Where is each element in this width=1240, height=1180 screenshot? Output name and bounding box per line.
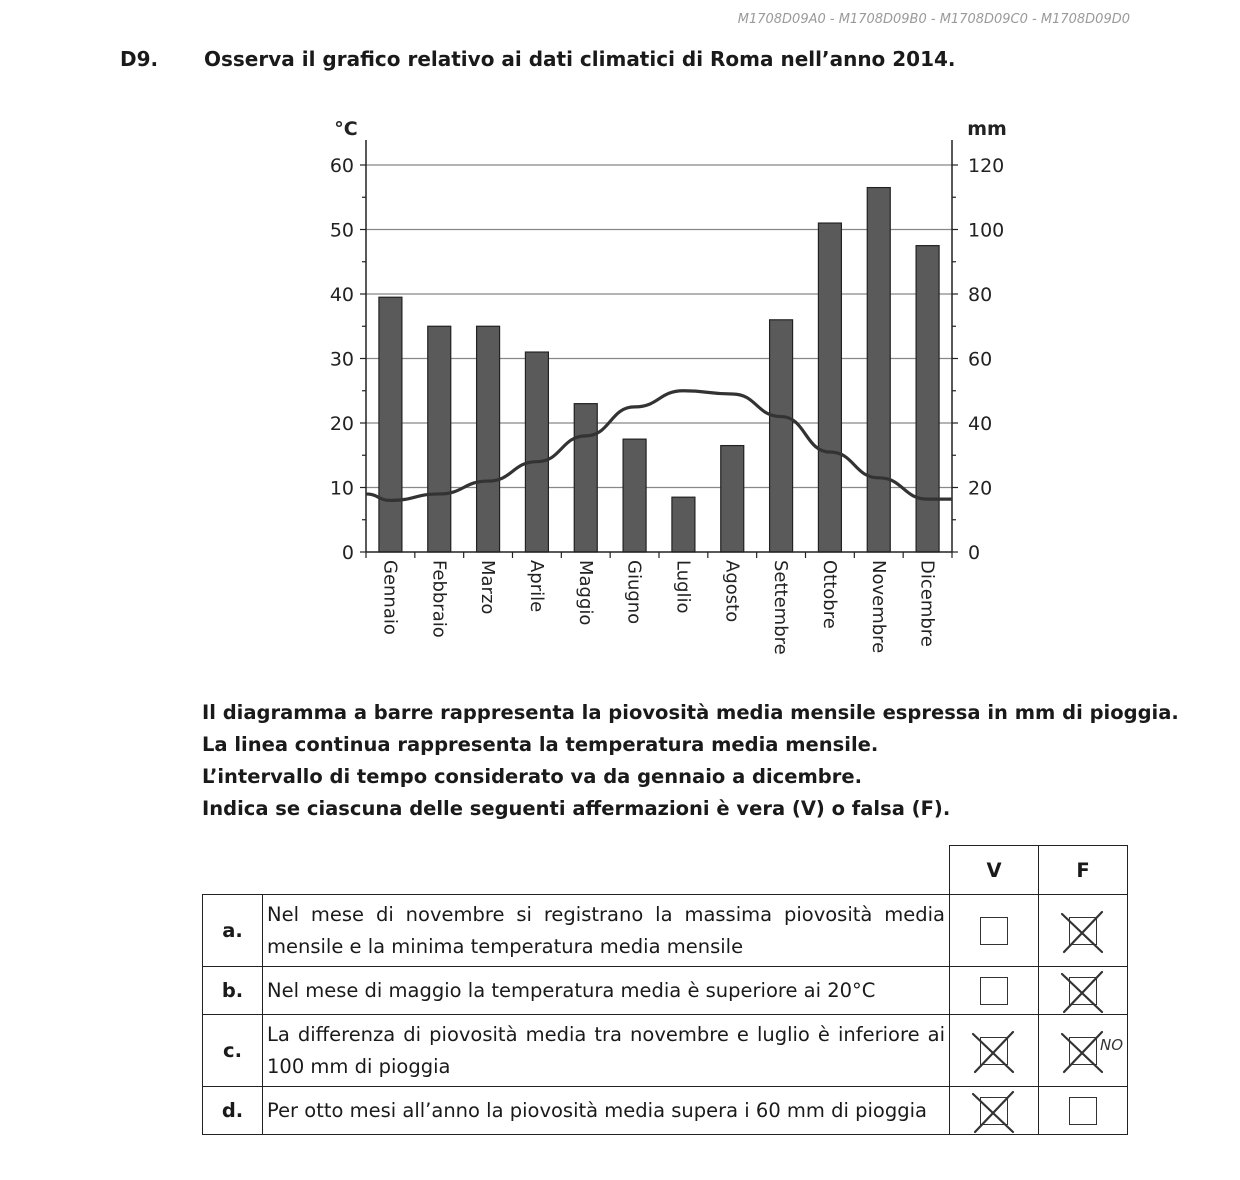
left-axis-unit: °C — [334, 118, 358, 140]
v-cell — [950, 967, 1039, 1015]
right-tick-label: 60 — [968, 348, 993, 371]
rain-bar — [721, 446, 744, 552]
handwritten-x-mark — [967, 1026, 1023, 1078]
rain-bar — [379, 297, 402, 552]
description — [202, 697, 1179, 825]
right-tick-label: 20 — [968, 477, 993, 500]
description-line: La linea continua rappresenta la temperatura media mensile. — [202, 733, 879, 756]
f-checkbox[interactable] — [1069, 977, 1097, 1005]
left-tick-label: 10 — [329, 477, 354, 500]
f-checkbox[interactable] — [1069, 1097, 1097, 1125]
month-label: Ottobre — [818, 560, 840, 629]
f-checkbox[interactable] — [1069, 917, 1097, 945]
left-tick-label: 60 — [329, 155, 354, 177]
table-row — [203, 1087, 1128, 1135]
x-stroke — [973, 1092, 1013, 1132]
left-tick-label: 30 — [329, 348, 354, 371]
month-label: Giugno — [623, 560, 645, 625]
rain-bar — [770, 320, 793, 552]
row-statement: Nel mese di maggio la temperatura media è superiore ai 20°C — [263, 967, 950, 1015]
row-statement: Nel mese di novembre si registrano la massima piovosità media mensile e la minima temperatura media mensile — [263, 895, 950, 967]
v-cell — [950, 1015, 1039, 1087]
row-letter: d. — [203, 1087, 263, 1135]
true-false-table — [202, 845, 1128, 1135]
f-cell — [1039, 895, 1128, 967]
v-checkbox[interactable] — [980, 977, 1008, 1005]
v-checkbox[interactable] — [980, 917, 1008, 945]
header-f: F — [1039, 846, 1128, 895]
handwritten-x-mark — [1056, 1026, 1124, 1078]
rain-bar — [428, 326, 451, 552]
right-tick-label: 120 — [968, 155, 1005, 177]
rainfall-bars — [379, 188, 939, 552]
x-stroke — [1062, 1032, 1102, 1072]
month-label: Maggio — [574, 560, 596, 626]
rain-bar — [818, 223, 841, 552]
right-tick-label: 0 — [968, 542, 981, 564]
f-cell — [1039, 1015, 1128, 1087]
v-cell — [950, 895, 1039, 967]
handwritten-x-mark — [1056, 906, 1112, 958]
month-label: Settembre — [770, 560, 792, 655]
description-line: Indica se ciascuna delle seguenti affermazioni è vera (V) o falsa (F). — [202, 797, 951, 820]
row-letter: c. — [203, 1015, 263, 1087]
question-title: Osserva il grafico relativo ai dati climatici di Roma nell’anno 2014. — [204, 47, 956, 71]
month-label: Marzo — [477, 560, 499, 615]
x-stroke — [973, 1032, 1013, 1072]
table-row — [203, 895, 1128, 967]
x-stroke — [1062, 972, 1102, 1012]
handwritten-note: NO — [1100, 1035, 1124, 1054]
f-checkbox[interactable] — [1069, 1035, 1124, 1065]
month-label: Dicembre — [916, 560, 938, 647]
left-tick-label: 0 — [341, 542, 354, 564]
right-tick-label: 40 — [968, 413, 993, 435]
month-label: Novembre — [867, 560, 889, 654]
rain-bar — [574, 404, 597, 552]
month-label: Agosto — [721, 560, 743, 623]
row-statement: La differenza di piovosità media tra novembre e luglio è inferiore ai 100 mm di pioggia — [263, 1015, 950, 1087]
temperature-line-group — [366, 391, 952, 501]
f-cell — [1039, 1087, 1128, 1135]
rain-bar — [916, 246, 939, 552]
rain-bar — [525, 352, 548, 552]
description-line: L’intervallo di tempo considerato va da gennaio a dicembre. — [202, 765, 862, 788]
question-number: D9. — [120, 47, 159, 71]
handwritten-x-mark — [1056, 966, 1112, 1018]
v-cell — [950, 1087, 1039, 1135]
handwritten-x-mark — [967, 1086, 1023, 1138]
row-letter: a. — [203, 895, 263, 967]
month-label: Luglio — [672, 560, 694, 614]
f-cell — [1039, 967, 1128, 1015]
chart-grid — [366, 165, 952, 488]
left-tick-label: 20 — [329, 413, 354, 435]
description-line: Il diagramma a barre rappresenta la piovosità media mensile espressa in mm di pioggia. — [202, 701, 1179, 724]
document-code: M1708D09A0 - M1708D09B0 - M1708D09C0 - M1708D09D0 — [737, 12, 1130, 27]
left-tick-label: 50 — [329, 219, 354, 242]
left-tick-label: 40 — [329, 284, 354, 306]
right-axis-unit: mm — [967, 118, 1007, 140]
rain-bar — [867, 188, 890, 552]
rain-bar — [623, 439, 646, 552]
table-row — [203, 1015, 1128, 1087]
rain-bar — [477, 326, 500, 552]
month-label: Febbraio — [428, 560, 450, 638]
right-tick-label: 80 — [968, 284, 993, 306]
x-stroke — [1062, 912, 1102, 952]
row-letter: b. — [203, 967, 263, 1015]
header-v: V — [950, 846, 1039, 895]
table-corner — [203, 846, 950, 895]
temperature-line — [366, 391, 952, 501]
v-checkbox[interactable] — [980, 1037, 1008, 1065]
rain-bar — [672, 497, 695, 552]
month-label: Aprile — [525, 560, 547, 613]
v-checkbox[interactable] — [980, 1097, 1008, 1125]
right-tick-label: 100 — [968, 219, 1005, 242]
table-row — [203, 967, 1128, 1015]
row-statement: Per otto mesi all’anno la piovosità media supera i 60 mm di pioggia — [263, 1087, 950, 1135]
month-label: Gennaio — [379, 560, 401, 635]
